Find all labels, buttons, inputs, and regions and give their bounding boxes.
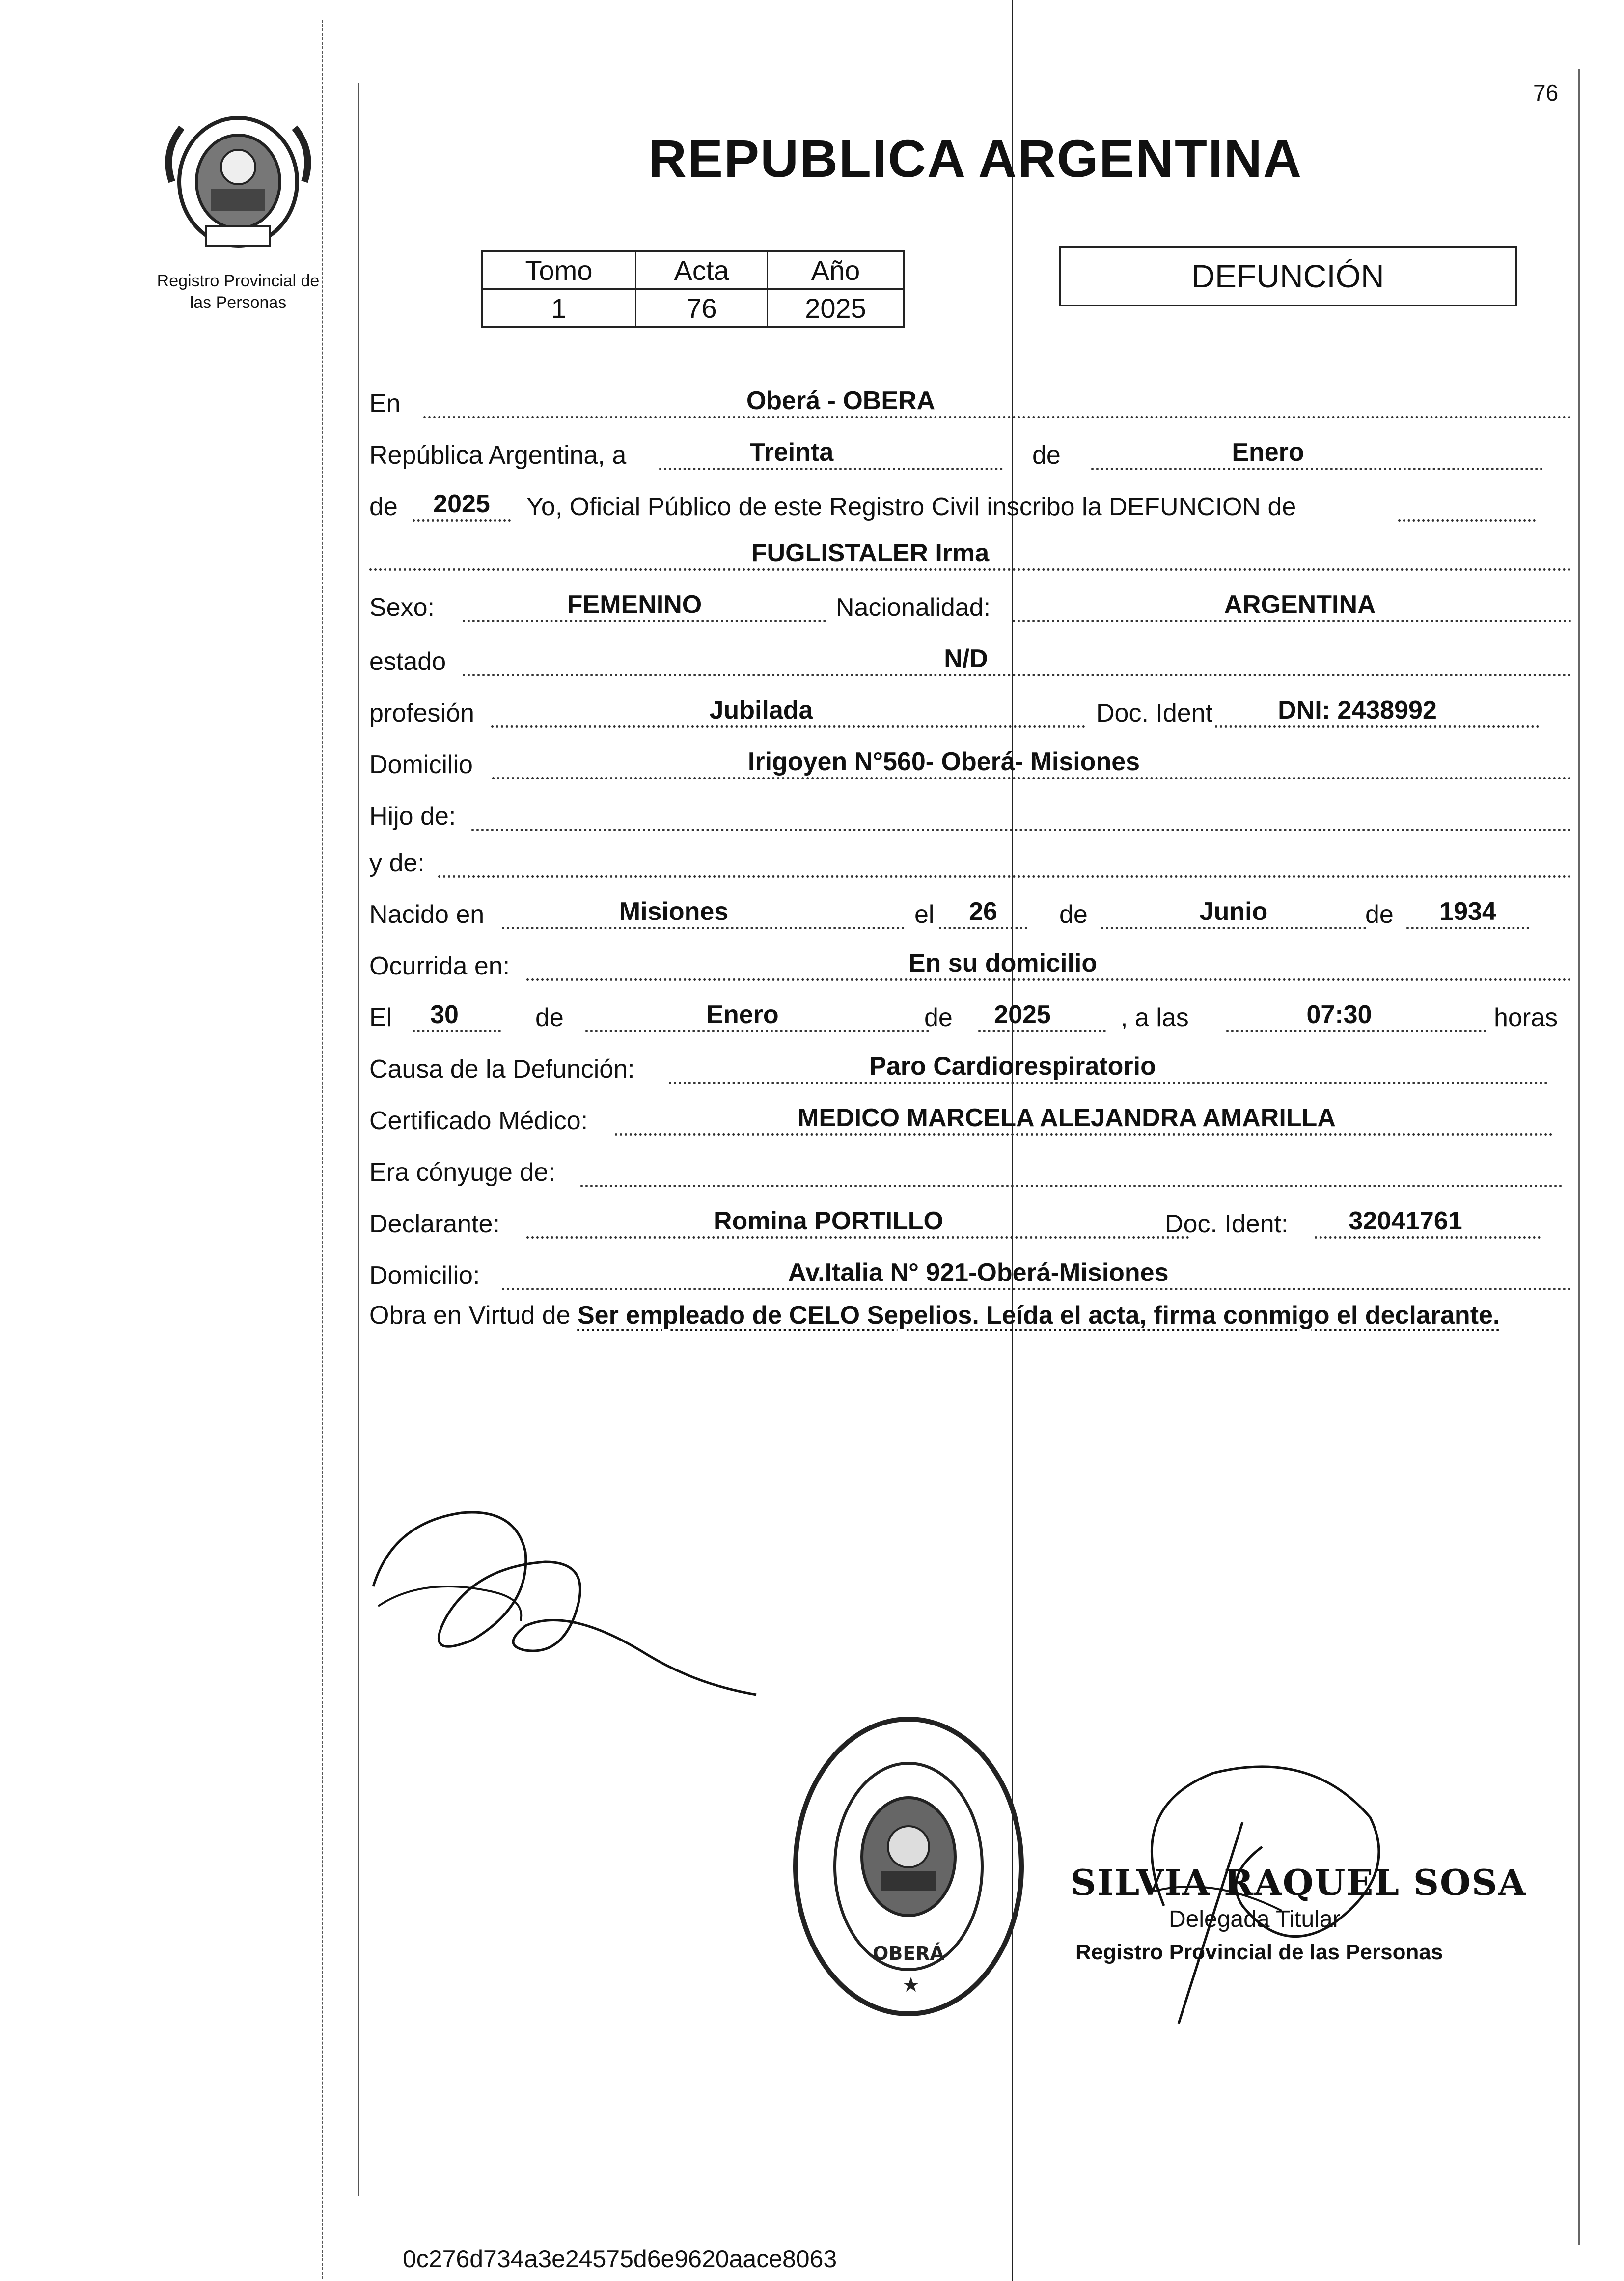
causa-label: Causa de la Defunción:	[369, 1055, 635, 1084]
oficial-fill	[1398, 492, 1536, 522]
registry-stamp	[786, 1709, 1031, 2024]
row-oficial	[369, 481, 1548, 526]
declarant-signature	[363, 1493, 766, 1699]
row-causa	[369, 1044, 1548, 1088]
row-hijo	[369, 791, 1548, 835]
ocurrida-label: Ocurrida en:	[369, 952, 510, 980]
domicilio-value: Irigoyen N°560- Oberá- Misiones	[747, 748, 1140, 776]
de-label-5: de	[535, 1003, 564, 1032]
page-number: 76	[1533, 80, 1559, 106]
el2-label: El	[369, 1003, 392, 1032]
yde-label: y de:	[369, 849, 425, 877]
signatory-role: Delegada Titular	[1169, 1906, 1341, 1932]
de-label-1: de	[1032, 441, 1061, 470]
row-estado	[369, 636, 1548, 680]
deceased-name: FUGLISTALER Irma	[751, 539, 990, 567]
registry-line-2: las Personas	[190, 293, 287, 312]
de-label-2: de	[369, 493, 398, 521]
nacionalidad-value: ARGENTINA	[1224, 590, 1376, 619]
ocurrida-value: En su domicilio	[908, 949, 1098, 977]
birth-day-value: 26	[969, 897, 997, 926]
signatory-org: Registro Provincial de las Personas	[1075, 1940, 1443, 1964]
row-deceased	[369, 530, 1548, 575]
row-place	[369, 378, 1548, 422]
stamp-city: OBERÁ	[873, 1943, 944, 1964]
misiones-seal	[162, 108, 314, 250]
el-label: el	[914, 900, 935, 929]
row-nacido	[369, 889, 1548, 933]
hijo-label: Hijo de:	[369, 802, 456, 831]
republica-label: República Argentina, a	[369, 441, 627, 470]
horas-label: horas	[1494, 1003, 1558, 1032]
hora-value: 07:30	[1306, 1001, 1372, 1029]
estado-label: estado	[369, 647, 446, 676]
year-value: 2025	[433, 490, 490, 518]
oficial-text: Yo, Oficial Público de este Registro Civil inscribo la DEFUNCION de	[526, 493, 1296, 521]
doc-value: DNI: 2438992	[1278, 696, 1437, 724]
left-margin-edge	[358, 83, 359, 2196]
certificado-label: Certificado Médico:	[369, 1107, 588, 1135]
row-conyuge	[369, 1147, 1548, 1191]
nacido-label: Nacido en	[369, 900, 485, 929]
certificado-value: MEDICO MARCELA ALEJANDRA AMARILLA	[798, 1104, 1336, 1132]
document-title: REPUBLICA ARGENTINA	[648, 129, 1302, 188]
day-words-value: Treinta	[749, 438, 834, 467]
profesion-value: Jubilada	[709, 696, 813, 724]
registry-line-1: Registro Provincial de	[157, 272, 320, 290]
place-value: Oberá - OBERA	[746, 387, 936, 415]
birth-year-value: 1934	[1439, 897, 1496, 926]
row-date	[369, 430, 1548, 474]
obra-label: Obra en Virtud de	[369, 1301, 571, 1330]
row-death-date	[369, 992, 1558, 1036]
domicilio2-value: Av.Italia N° 921-Oberá-Misiones	[788, 1258, 1169, 1287]
de-label-3: de	[1059, 900, 1088, 929]
hijo-fill	[471, 801, 1571, 831]
domicilio2-label: Domicilio:	[369, 1261, 480, 1290]
perforation-line	[322, 20, 323, 2279]
act-type-box: DEFUNCIÓN	[1059, 246, 1517, 306]
acta-header: Acta	[636, 251, 768, 289]
en-label: En	[369, 389, 401, 418]
doc-label: Doc. Ident	[1096, 699, 1213, 727]
document-hash: 0c276d734a3e24575d6e9620aace8063	[403, 2245, 837, 2273]
birth-month-value: Junio	[1199, 897, 1268, 926]
causa-value: Paro Cardiorespiratorio	[869, 1052, 1156, 1081]
tomo-value: 1	[482, 289, 636, 327]
registry-label	[133, 270, 344, 313]
right-margin-edge	[1578, 69, 1580, 2245]
tomo-header: Tomo	[482, 251, 636, 289]
obra-value: Ser empleado de CELO Sepelios. Leída el acta, firma conmigo el declarante.	[577, 1301, 1500, 1330]
row-certificado	[369, 1095, 1548, 1140]
conyuge-label: Era cónyuge de:	[369, 1158, 555, 1187]
anio-header: Año	[768, 251, 904, 289]
signatory-name: SILVIA RAQUEL SOSA	[1071, 1862, 1527, 1903]
de-label-6: de	[924, 1003, 953, 1032]
death-day-value: 30	[430, 1001, 459, 1029]
declarante-value: Romina PORTILLO	[714, 1207, 943, 1235]
acta-value: 76	[636, 289, 768, 327]
sexo-value: FEMENINO	[567, 590, 702, 619]
a-las-label: , a las	[1121, 1003, 1189, 1032]
nacionalidad-label: Nacionalidad:	[836, 593, 991, 622]
row-profesion	[369, 688, 1548, 732]
profesion-label: profesión	[369, 699, 474, 727]
row-ocurrida	[369, 941, 1548, 985]
yde-fill	[438, 848, 1571, 878]
death-year-value: 2025	[994, 1001, 1051, 1029]
conyuge-fill	[580, 1157, 1563, 1187]
row-domicilio2	[369, 1250, 1548, 1294]
declarante-label: Declarante:	[369, 1210, 500, 1238]
anio-value: 2025	[768, 289, 904, 327]
row-yde	[369, 837, 1548, 882]
row-sex	[369, 582, 1548, 626]
row-domicilio	[369, 739, 1548, 783]
sexo-label: Sexo:	[369, 593, 435, 622]
doc2-label: Doc. Ident:	[1165, 1210, 1289, 1238]
estado-value: N/D	[944, 644, 988, 673]
domicilio-label: Domicilio	[369, 751, 473, 779]
book-reference-table	[481, 250, 905, 328]
month-value: Enero	[1232, 438, 1304, 467]
doc2-value: 32041761	[1349, 1207, 1462, 1235]
death-month-value: Enero	[706, 1001, 779, 1029]
row-declarante	[369, 1198, 1548, 1243]
de-label-4: de	[1365, 900, 1394, 929]
obra-paragraph	[369, 1297, 1577, 1334]
nacido-value: Misiones	[619, 897, 729, 926]
